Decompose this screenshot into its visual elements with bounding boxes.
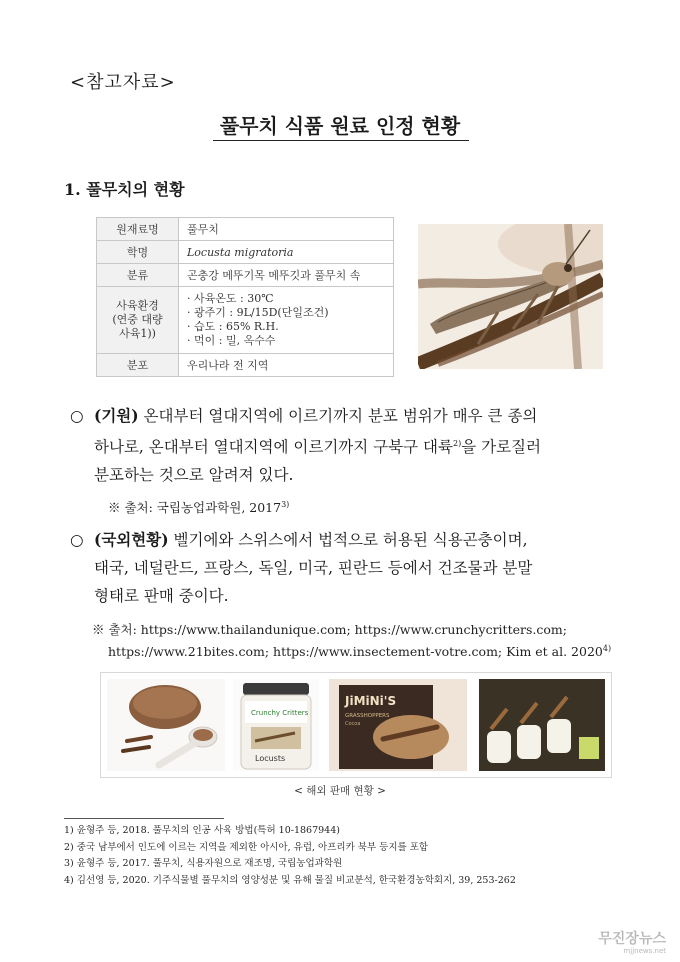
origin-heading: (기원) xyxy=(94,406,139,425)
box-product-photo xyxy=(329,679,467,771)
footnotes xyxy=(64,823,516,889)
locust-photo xyxy=(418,224,603,369)
jar-product-photo xyxy=(233,679,319,771)
footnote: 4) 김선영 등, 2020. 기주식물별 풀무치의 영양성분 및 유해 물질 비교분석, 한국환경농학회지, 39, 253-262 xyxy=(64,874,516,886)
origin-text-line: 을 가로질러 xyxy=(461,438,541,457)
env-value-line: · 습도 : 65% R.H. xyxy=(187,320,279,333)
box-brand-text: JiMiNi'S xyxy=(345,694,397,708)
env-label-cell xyxy=(97,287,179,354)
table-label-cell: 원재료명 xyxy=(97,218,179,241)
locust-illustration xyxy=(418,224,603,369)
env-value-line: · 사육온도 : 30℃ xyxy=(187,292,274,305)
bullet-marker: ○ xyxy=(70,407,84,425)
table-row xyxy=(97,287,394,354)
source-line: ※ 출처: https://www.thailandunique.com; https://www.crunchycritters.com; xyxy=(92,622,567,637)
table-label-cell: 학명 xyxy=(97,241,179,264)
footnote-ref: 3) xyxy=(281,499,290,509)
table-label-cell: 분류 xyxy=(97,264,179,287)
footnote: 3) 윤형주 등, 2017. 풀무치, 식용자원으로 재조명, 국립농업과학원 xyxy=(64,858,343,869)
origin-source xyxy=(108,498,289,516)
page-title: 풀무치 식품 원료 인정 현황 xyxy=(219,114,461,138)
scientific-name-cell: Locusta migratoria xyxy=(179,241,394,264)
product-caption: < 해외 판매 현황 > xyxy=(294,785,386,797)
env-label-line: (연중 대량 xyxy=(112,313,163,326)
table-row xyxy=(97,218,394,241)
table-row xyxy=(97,264,394,287)
footnote-ref: 2) xyxy=(452,439,462,448)
powder-product-photo xyxy=(107,679,225,771)
sushi-product-photo xyxy=(479,679,605,771)
footnote-ref: 4) xyxy=(602,644,612,653)
product-photo-strip xyxy=(100,672,612,778)
jar-brand-text: Crunchy Critters xyxy=(251,709,309,717)
table-row xyxy=(97,241,394,264)
source-text: https://www.21bites.com; https://www.insectement-votre.com; Kim et al. 2020 xyxy=(108,644,603,660)
overseas-paragraph xyxy=(72,526,617,610)
env-label-line: 사육환경 xyxy=(116,299,159,312)
overseas-text-line: 형태로 판매 중이다. xyxy=(94,587,229,605)
overseas-heading: (국외현황) xyxy=(94,530,169,549)
watermark-logo: 무진장뉴스 xyxy=(598,931,666,947)
table-row xyxy=(97,354,394,377)
env-value-line: · 먹이 : 밀, 옥수수 xyxy=(187,334,276,347)
table-value-cell: 풀무치 xyxy=(179,218,394,241)
footnote-divider xyxy=(64,818,224,819)
overseas-text-line: 벨기에와 스위스에서 법적으로 허용된 식용곤충이며, xyxy=(168,531,528,549)
jar-label-text: Locusts xyxy=(255,754,286,763)
table-value-cell: 우리나라 전 지역 xyxy=(179,354,394,377)
section-title: 1. 풀무치의 현황 xyxy=(64,180,185,199)
box-product-text: GRASSHOPPERS xyxy=(345,713,390,719)
origin-text-line: 온대부터 열대지역에 이르기까지 분포 범위가 매우 큰 종의 xyxy=(138,407,538,425)
watermark-url: mjjnews.net xyxy=(623,947,666,955)
env-value-line: · 광주기 : 9L/15D(단일조건) xyxy=(187,306,329,319)
box-flavor-text: Cocoa xyxy=(345,721,361,727)
bullet-marker: ○ xyxy=(70,531,84,549)
origin-text-line: 하나로, 온대부터 열대지역에 이르기까지 구북구 대륙 xyxy=(94,438,453,457)
overseas-source xyxy=(92,620,622,659)
table-value-cell: 곤충강 메뚜기목 메뚜깃과 풀무치 속 xyxy=(179,264,394,287)
source-text: ※ 출처: 국립농업과학원, 2017 xyxy=(108,500,282,515)
table-label-cell: 분포 xyxy=(97,354,179,377)
title-underline xyxy=(213,140,469,141)
origin-text-line: 분포하는 것으로 알려져 있다. xyxy=(94,466,294,485)
source-line-2 xyxy=(108,644,622,659)
reference-label: <참고자료> xyxy=(70,72,176,93)
env-label-line: 사육1)) xyxy=(119,327,156,340)
locust-info-table xyxy=(96,217,394,377)
env-value-cell xyxy=(179,287,394,354)
origin-paragraph xyxy=(72,402,617,489)
overseas-text-line: 태국, 네덜란드, 프랑스, 독일, 미국, 핀란드 등에서 건조물과 분말 xyxy=(94,559,533,577)
footnote: 1) 윤형주 등, 2018. 풀무치의 인공 사육 방법(특허 10-1867944) xyxy=(64,825,340,836)
footnote: 2) 중국 남부에서 인도에 이르는 지역을 제외한 아시아, 유럽, 아프리카 북부 등지를 포함 xyxy=(64,841,429,853)
